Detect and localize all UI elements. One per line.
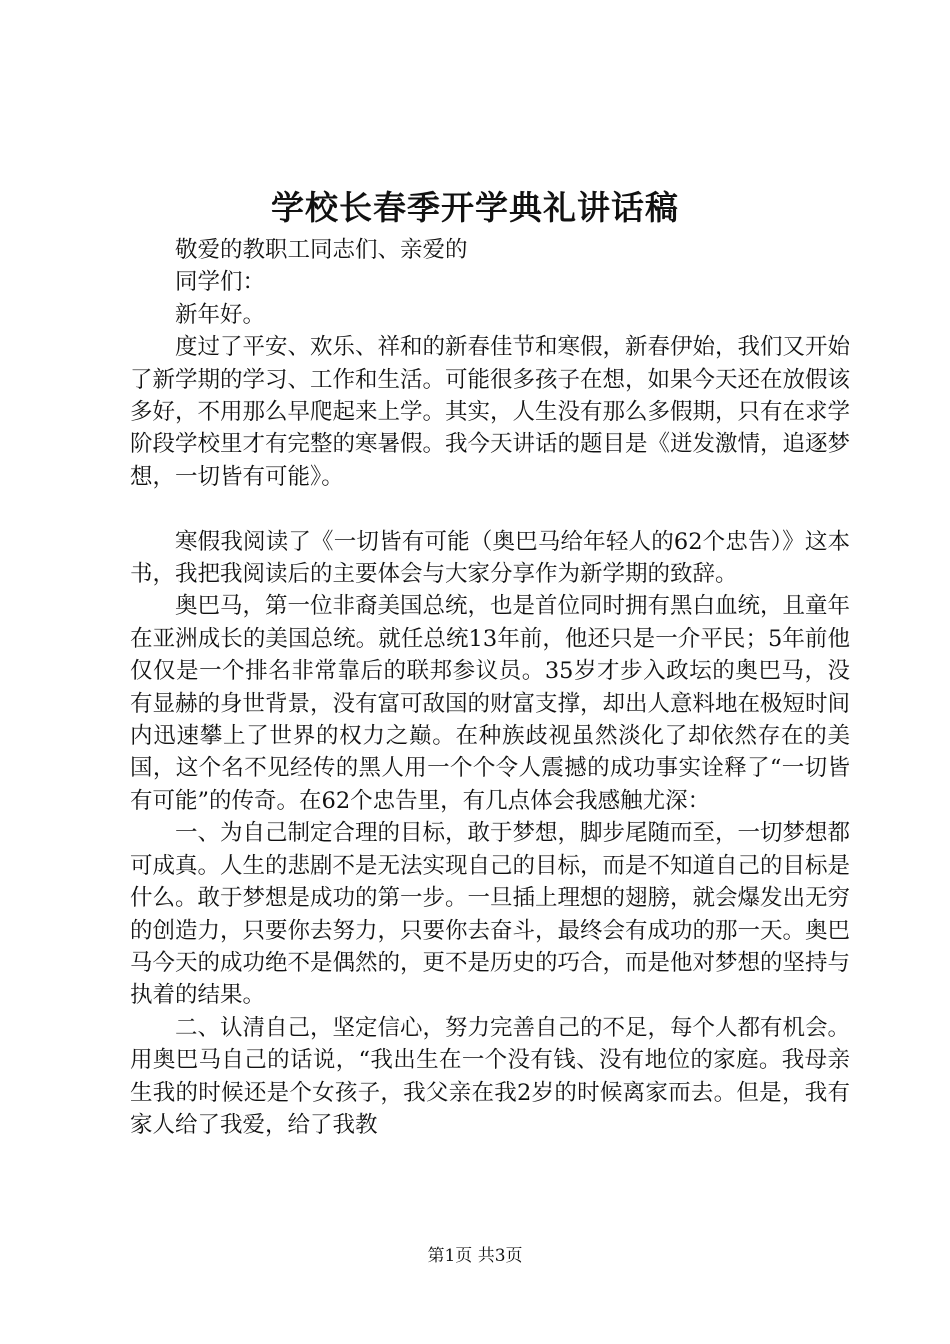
paragraph-blank <box>130 493 850 525</box>
paragraph-new-year: 新年好。 <box>175 301 266 328</box>
paragraph-point-two: 二、认清自己，坚定信心，努力完善自己的不足，每个人都有机会。用奥巴马自己的话说，“我出生在一个没有钱、没有地位的家庭。我母亲生我的时候还是个女孩子，我父亲在我2岁的时候离家而去。但是，我有家人给了我爱，给了我教 <box>130 1014 851 1138</box>
page-title: 学校长春季开学典礼讲话稿 <box>271 188 679 227</box>
page-footer: 第1页 共3页 <box>427 1246 523 1266</box>
paragraph-greeting: 敬爱的教职工同志们、亲爱的 <box>175 237 468 263</box>
paragraph-obama: 奥巴马，第一位非裔美国总统，也是首位同时拥有黑白血统，且童年在亚洲成长的美国总统。就任总统13年前，他还只是一介平民；5年前他仅仅是一个排名非常靠后的联邦参议员。35岁才步入政坛的奥巴马，没有显赫的身世背景，没有富可敌国的财富支撑，却出人意料地在极短时间内迅速攀上了世界的权力之巅。在种族歧视虽然淡化了却依然存在的美国，这个名不见经传的黑人用一个个令人震撼的成功事实诠释了“一切皆有可能”的传奇。在62个忠告里，有几点体会我感触尤深： <box>130 593 851 814</box>
paragraph-point-one: 一、为自己制定合理的目标，敢于梦想，脚步尾随而至，一切梦想都可成真。人生的悲剧不是无法实现自己的目标，而是不知道自己的目标是什么。敢于梦想是成功的第一步。一旦插上理想的翅膀，就会爆发出无穷的创造力，只要你去努力，只要你去奋斗，最终会有成功的那一天。奥巴马今天的成功绝不是偶然的，更不是历史的巧合，而是他对梦想的坚持与执着的结果。 <box>130 820 851 1009</box>
paragraph-intro: 度过了平安、欢乐、祥和的新春佳节和寒假，新春伊始，我们又开始了新学期的学习、工作和生活。可能很多孩子在想，如果今天还在放假该多好，不用那么早爬起来上学。其实，人生没有那么多假期，只有在求学阶段学校里才有完整的寒暑假。我今天讲话的题目是《迸发激情，追逐梦想，一切皆有可能》。 <box>130 334 851 490</box>
document-body <box>130 234 850 1141</box>
paragraph-greeting-cont: 同学们： <box>175 269 266 296</box>
paragraph-book: 寒假我阅读了《一切皆有可能（奥巴马给年轻人的62个忠告）》这本书，我把我阅读后的主要体会与大家分享作为新学期的致辞。 <box>130 528 850 588</box>
